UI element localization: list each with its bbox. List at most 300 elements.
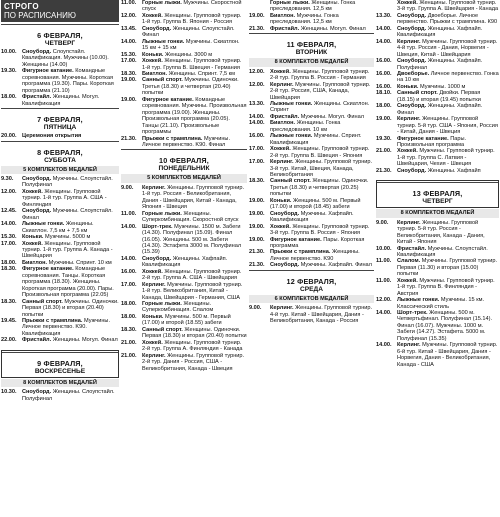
schedule-event (121, 185, 247, 211)
schedule-event (249, 305, 374, 324)
event-text: Женщины. Групповой турнир. 1-й тур. Россия - Великобритания, Дания - Швейцария, Китай - Канада, Япония - Швеция (142, 184, 245, 211)
divider (2, 352, 118, 353)
divider (249, 33, 374, 34)
event-sport: Фигурное катание. (142, 96, 194, 103)
schedule-event (376, 342, 499, 368)
event-sport: Фигурное катание. (22, 266, 74, 273)
event-details (270, 224, 374, 237)
column-3 (249, 0, 374, 517)
event-details (142, 282, 247, 301)
event-text: Женщины. Групповой турнир. 3-й тур. Группа А. Швейцария - Канада (397, 0, 499, 13)
event-details (22, 221, 119, 234)
event-sport: Керлинг. (270, 159, 294, 166)
event-sport: Коньки. (142, 313, 164, 320)
schedule-event (1, 299, 119, 318)
event-text: Мужчины. Слоупстайл. Полуфинал (22, 175, 113, 189)
event-text: Мужчины. Групповой турнир. 1-й тур. Группа С. Латвия - Швейцария, Чехия - Швеция (397, 148, 495, 168)
schedule-event (249, 26, 374, 32)
medal-count: 5 КОМПЛЕКТОВ МЕДАЛЕЙ (121, 174, 247, 182)
event-details (142, 256, 247, 269)
event-time: 18.30. (1, 266, 17, 273)
event-text: Женщины. Хафпайп. Квалификация (397, 25, 483, 39)
event-sport: Двоеборье. (397, 70, 430, 77)
event-text: Двоеборье. Личное первенство. Прыжки с трамплина. К90 (397, 12, 498, 26)
event-text: Мужчины. Гонка преследования. 12,5 км (270, 12, 339, 26)
event-sport: Фристайл. (22, 337, 52, 344)
event-sport: Лыжные гонки. (142, 38, 185, 45)
event-text: Женщины. Групповой турнир. 2-й тур. Группа А. США - Швейцария (142, 268, 242, 282)
event-sport: Хоккей. (270, 68, 291, 75)
event-details (397, 71, 499, 84)
event-text: Мужчины. Хафпайп. Квалификация (270, 210, 354, 224)
event-details (142, 301, 247, 314)
schedule-event (376, 278, 499, 297)
event-text: Мужчины. Скоростной спуск (142, 0, 242, 13)
event-text: Женщины. Групповой турнир. 2-й тур. Дания - Россия, США - Великобритания, Канада - Швеция (142, 352, 245, 372)
event-sport: Сноуборд. (22, 208, 52, 215)
event-time: 13.30. (376, 12, 392, 19)
event-time: 19.00. (249, 223, 265, 230)
event-text: Мужчины. 1000 м (420, 83, 466, 90)
schedule-event (376, 103, 499, 116)
schedule-event (1, 49, 119, 68)
event-sport: Биатлон. (270, 120, 296, 127)
event-sport: Санный спорт. (22, 298, 63, 305)
schedule-event (376, 168, 499, 174)
event-text: Женщины. Групповой турнир. 1-й тур. Группа В. Япония - Россия (142, 12, 242, 26)
event-time: 18.00. (121, 301, 137, 308)
schedule-event (249, 224, 374, 237)
divider (377, 182, 498, 183)
event-time: 21.00. (121, 339, 137, 346)
event-text: Мужчины. Спринт. 10 км (48, 259, 112, 266)
event-sport: Керлинг. (397, 116, 421, 123)
column-1 (1, 0, 119, 517)
event-text: Мужчины. 1500 м. Забеги (14.30). Полуфинал (15.09). Финал (16.05). Женщины. 500 м. Забеги (14.30). Эстафета 3000 м. Полуфинал (15.39) (142, 223, 242, 256)
event-sport: Прыжки с трамплина. (142, 135, 203, 142)
event-text: Женщины. Хафпайп. Полуфинал (397, 58, 483, 71)
schedule-event (376, 0, 499, 13)
event-time: 14.00. (121, 255, 137, 262)
event-time: 18.30. (121, 326, 137, 333)
divider (1, 141, 119, 142)
schedule-event (121, 353, 247, 372)
event-text: Женщины. Групповой турнир. 3-й тур. Группа В. Россия - Япония (270, 223, 370, 237)
schedule-event (121, 256, 247, 269)
event-details (270, 262, 374, 268)
event-details (270, 249, 374, 262)
schedule-event (376, 246, 499, 259)
divider (121, 149, 247, 150)
event-time: 14.00. (249, 120, 265, 127)
event-sport: Сноуборд. (142, 25, 172, 32)
event-details (270, 305, 374, 324)
schedule-event (376, 13, 499, 26)
event-time: 17.00. (121, 58, 137, 65)
event-time: 12.00. (249, 81, 265, 88)
event-sport: Санный спорт. (142, 77, 183, 84)
schedule-event (376, 71, 499, 84)
event-text: Личное первенство. Гонка на 10 км (397, 70, 499, 84)
event-sport: Керлинг. (142, 281, 166, 288)
event-details (270, 159, 374, 178)
event-text: Женщины. Могул. Финал (52, 337, 118, 344)
event-sport: Лыжные гонки. (397, 297, 440, 304)
event-text: Женщины. Хафпайп. Квалификация (142, 255, 228, 269)
schedule-event (121, 39, 247, 52)
event-time: 21.30. (249, 25, 265, 32)
event-sport: Горные лыжи. (142, 301, 182, 308)
event-sport: Сноуборд. (397, 167, 427, 174)
event-sport: Сноуборд. (22, 389, 52, 396)
event-text: Женщины. 500 м. Четвертьфинал. Полуфинал (15.14). Финал (16.07). Мужчины. 1000 м. Забеги (14.27). Эстафета. 5000 м. Полуфинал (15.35) (397, 310, 493, 342)
schedule-event (1, 189, 119, 208)
schedule-event (121, 340, 247, 353)
schedule-event (121, 314, 247, 327)
event-text: Женщины. Слоупстайл. Финал (142, 25, 235, 39)
event-details (142, 77, 247, 96)
schedule-event (1, 389, 119, 402)
event-details (22, 133, 119, 139)
event-time: 17.00. (1, 240, 17, 247)
event-details (270, 133, 374, 146)
event-time: 18.00. (121, 313, 137, 320)
event-time: 19.00. (249, 12, 265, 19)
event-sport: Хоккей. (142, 12, 163, 19)
event-sport: Коньки. (22, 234, 44, 241)
event-text: Мужчины. Слоупстайл. Финал (22, 208, 113, 221)
schedule-event (1, 208, 119, 221)
event-time: 13.30. (249, 100, 265, 107)
event-sport: Санный спорт. (142, 326, 183, 333)
event-text: Слоупстайл. Квалификация. Мужчины (10.00). Женщины (14.00) (22, 49, 109, 68)
day-block (1, 24, 119, 47)
event-text: Мужчины. Слоупстайл. Квалификация (397, 245, 488, 258)
event-time: 16.00. (121, 268, 137, 275)
event-text: Мужчины. Личное первенство. K90. Квалификация (22, 317, 110, 337)
event-details (397, 168, 499, 174)
event-text: Женщины. Скиатлон. Спринт (270, 100, 370, 114)
schedule-event (121, 13, 247, 26)
event-time: 19.00. (121, 96, 137, 103)
schedule-event (249, 101, 374, 114)
event-text: Мужчины. 500 м. Первый (17.00) и второй (18.55) забеги (142, 313, 231, 327)
event-text: Мужчины. Одиночки. Третья (18.30) и четвертая (20.40) попытки (142, 77, 239, 97)
day-heading (2, 360, 118, 375)
event-sport: Хоккей. (270, 146, 291, 153)
event-sport: Биатлон. (270, 12, 296, 19)
schedule-event (121, 97, 247, 136)
event-sport: Керлинг. (270, 81, 294, 88)
event-time: 19.30. (376, 135, 392, 142)
event-details (397, 148, 499, 167)
event-sport: Хоккей. (22, 240, 43, 247)
event-text: Двойки. Первая (18.15) и вторая (19.45) попытки (397, 90, 481, 103)
event-sport: Коньки. (142, 51, 164, 58)
event-time: 18.30. (1, 298, 17, 305)
event-sport: Коньки. (397, 83, 419, 90)
day-block (376, 180, 499, 208)
event-sport: Керлинг. (142, 352, 166, 359)
event-details (22, 68, 119, 94)
schedule-event (249, 13, 374, 26)
event-time: 14.00. (376, 310, 392, 317)
event-sport: Санный спорт. (270, 178, 311, 185)
event-sport: Сноуборд. (270, 210, 300, 217)
event-details (397, 116, 499, 135)
event-sport: Шорт-трек. (142, 223, 173, 230)
event-text: Женщины. Гонка преследования. 10 км (270, 120, 341, 133)
event-details (22, 189, 119, 208)
event-time: 9.00. (249, 305, 262, 312)
schedule-event (1, 94, 119, 107)
event-time: 12.00. (376, 297, 392, 304)
event-text: Мужчины. Могул. Финал (300, 113, 364, 120)
event-time: 13.45. (121, 25, 137, 32)
event-sport: Прыжки с трамплина. (22, 317, 83, 324)
event-sport: Хоккей. (142, 268, 163, 275)
event-time: 11.00. (121, 0, 137, 6)
divider (249, 270, 374, 271)
column-2 (121, 0, 247, 517)
schedule-event (249, 146, 374, 159)
event-text: Женщины. Могул. Квалификация (22, 94, 100, 107)
day-weekday: ПЯТНИЦА (43, 124, 77, 132)
event-text: Женщины. Суперкомбинация. Скоростной спуск (142, 210, 239, 224)
day-date: 10 ФЕВРАЛЯ, (159, 156, 209, 166)
event-sport: Санный спорт. (397, 90, 438, 97)
medal-count: 5 КОМПЛЕКТОВ МЕДАЛЕЙ (1, 166, 119, 174)
event-text: Женщины. Суперкомбинация. Слалом (142, 301, 214, 314)
day-date: 13 ФЕВРАЛЯ, (412, 189, 463, 199)
event-time: 18.00. (376, 103, 392, 110)
event-sport: Сноуборд. (270, 262, 300, 269)
event-text: Женщины. Слоупстайл. Полуфинал (22, 389, 115, 402)
event-text: Женщины. Групповой турнир. 1-й тур. Группа В. Швеция - Германия (142, 58, 242, 71)
event-time: 19.00. (121, 77, 137, 84)
schedule-event (1, 337, 119, 343)
event-time: 17.00. (249, 159, 265, 166)
day-heading (249, 41, 374, 56)
event-details (270, 237, 374, 250)
event-details (142, 136, 247, 149)
event-details (22, 389, 119, 402)
event-text: Мужчины. Групповой турнир. 2-й тур. Россия, США, Канада, Швейцария (270, 81, 371, 101)
event-time: 14.00. (376, 342, 392, 349)
event-time: 21.30. (376, 167, 392, 174)
event-details (397, 26, 499, 39)
event-details (397, 297, 499, 310)
schedule-event (121, 282, 247, 301)
day-date: 12 ФЕВРАЛЯ, (286, 276, 337, 286)
day-weekday: ВОСКРЕСЕНЬЕ (34, 367, 86, 375)
event-sport: Церемония открытия (22, 133, 82, 140)
event-time: 17.00. (121, 281, 137, 288)
event-details (397, 136, 499, 149)
event-time: 11.00. (376, 277, 392, 284)
column-blocks (376, 0, 499, 368)
schedule-event (376, 136, 499, 149)
event-time: 12.00. (249, 68, 265, 75)
schedule-event (1, 176, 119, 189)
event-text: Мужчины. Личное первенство. K90. Финал (142, 135, 230, 148)
schedule-event (1, 221, 119, 234)
day-weekday: ЧЕТВЕРГ (422, 198, 453, 206)
event-sport: Слалом. (397, 258, 421, 265)
medal-count: 6 КОМПЛЕКТОВ МЕДАЛЕЙ (249, 295, 374, 303)
schedule-event (1, 318, 119, 337)
event-sport: Фристайл. (270, 25, 300, 32)
schedule-event (376, 116, 499, 135)
event-time (376, 0, 397, 13)
event-time: 21.30. (121, 135, 137, 142)
event-time: 11.00. (121, 210, 137, 217)
event-sport: Лыжные гонки. (22, 221, 65, 228)
event-sport: Биатлон. (142, 70, 168, 77)
event-sport: Сноуборд. (22, 49, 52, 55)
event-sport: Сноуборд. (142, 255, 172, 262)
medal-count: 8 КОМПЛЕКТОВ МЕДАЛЕЙ (376, 209, 499, 217)
event-details (397, 0, 499, 13)
event-sport: Керлинг. (270, 305, 294, 312)
event-sport: Керлинг. (397, 219, 421, 226)
event-details (397, 90, 499, 103)
event-sport: Фигурное катание. (22, 68, 74, 75)
day-weekday: СРЕДА (299, 285, 324, 293)
event-text: Женщины. Групповой турнир. 1-й тур. Группа А. Канада - Швейцария (22, 240, 113, 260)
schedule-event (121, 224, 247, 256)
day-date: 9 ФЕВРАЛЯ, (37, 358, 83, 368)
schedule-event (1, 266, 119, 298)
event-text: Женщины. Групповой турнир. 2-й тур. Группа В. Россия - Германия (270, 68, 370, 82)
event-details (22, 208, 119, 221)
event-time: 14.00. (249, 113, 265, 120)
day-date: 11 ФЕВРАЛЯ, (286, 40, 337, 50)
schedule-event (121, 136, 247, 149)
event-text: Женщины. Хафпайп. Финал (397, 103, 483, 116)
event-details (270, 211, 374, 224)
day-heading (1, 149, 119, 164)
schedule-event (376, 26, 499, 39)
event-time: 19.45. (1, 317, 17, 324)
event-details (270, 178, 374, 197)
event-details (142, 0, 247, 13)
schedule-event (376, 90, 499, 103)
day-heading (377, 190, 498, 205)
day-block (249, 270, 374, 293)
event-text: Женщины. Групповой турнир. 3-й тур. Китай, Швеция, Канада, Великобритания (270, 159, 373, 178)
schedule-event (121, 26, 247, 39)
event-time: 12.45. (1, 208, 17, 215)
event-time: 16.00. (376, 58, 392, 65)
event-details (142, 185, 247, 211)
event-sport: Горные лыжи. (142, 0, 182, 6)
event-text: Женщины. Групповой турнир. 2-й тур. Группа А. Финляндия - Канада (142, 339, 243, 353)
event-text: Женщины. Личное первенство. K90 (270, 249, 360, 262)
event-details (397, 310, 499, 342)
event-sport: Сноуборд. (397, 12, 427, 19)
event-details (397, 13, 499, 26)
event-details (142, 26, 247, 39)
event-sport: Керлинг. (142, 184, 166, 191)
day-block (121, 149, 247, 172)
header-subtitle: ПО РАСПИСАНИЮ (4, 11, 76, 20)
event-text: Женщины. Гонка преследования. 12,5 км (270, 0, 356, 13)
schedule-event (249, 82, 374, 101)
event-time: 12.00. (1, 188, 17, 195)
event-details (397, 258, 499, 277)
event-time: 21.00. (121, 352, 137, 359)
event-time: 21.00. (376, 148, 392, 155)
schedule-event (249, 237, 374, 250)
day-weekday: ВТОРНИК (295, 49, 328, 57)
event-text: Женщины. 500 м. Первый (17.00) и второй (18.45) забеги (270, 197, 361, 211)
event-sport: Фигурное катание. (397, 135, 449, 142)
event-time: 14.00. (121, 223, 137, 230)
event-time: 17.00. (249, 146, 265, 153)
event-time (249, 0, 270, 13)
event-time: 18.10. (376, 90, 392, 97)
event-text: Мужчины. Групповой турнир. 1-й тур. Группа В. Финляндия - Австрия (397, 277, 495, 297)
schedule-event (249, 120, 374, 133)
day-block (1, 350, 119, 378)
event-time: 18.30. (121, 70, 137, 77)
day-heading (1, 116, 119, 131)
event-text: Мужчины. Одиночки. Первая (18.30) и вторая (20.40) попытки (22, 298, 119, 318)
schedule-event (249, 178, 374, 197)
event-details (397, 103, 499, 116)
section-header (1, 0, 119, 22)
event-text: Женщины. Хафпайп (427, 167, 481, 174)
event-time: 9.00. (376, 219, 389, 226)
event-text: Женщины. 3000 м (165, 51, 213, 58)
event-time: 14.00. (121, 38, 137, 45)
event-time: 19.30. (1, 68, 17, 75)
event-text: Пары. Произвольная программа (397, 135, 467, 148)
event-time: 21.30. (249, 249, 265, 256)
schedule-event (1, 133, 119, 139)
event-text: Женщины. Спринт. 7,5 км (168, 70, 235, 77)
event-details (142, 327, 247, 340)
medal-count: 8 КОМПЛЕКТОВ МЕДАЛЕЙ (1, 379, 119, 387)
event-sport: Горные лыжи. (270, 0, 310, 6)
schedule-event (121, 211, 247, 224)
event-time: 15.30. (1, 234, 17, 241)
schedule-event (1, 241, 119, 260)
event-sport: Горные лыжи. (142, 210, 182, 217)
schedule-event (376, 220, 499, 246)
event-details (270, 13, 374, 26)
event-time: 10.00. (1, 49, 17, 55)
event-text: Мужчины. Хафпайп. Финал (300, 262, 372, 269)
schedule-event (121, 327, 247, 340)
schedule-event (249, 262, 374, 268)
event-sport: Хоккей. (397, 277, 418, 284)
event-text: Командные соревнования. Мужчины. Произвольная программа (19.00). Женщины. Произвольная программа (20.05). Танцы (21.10). Произвольные программы (142, 96, 247, 136)
column-4 (376, 0, 499, 517)
event-details (397, 278, 499, 297)
day-weekday: ЧЕТВЕРГ (44, 40, 76, 47)
event-sport: Шорт-трек. (397, 310, 428, 317)
event-sport: Хоккей. (397, 0, 418, 6)
event-time: 19.00. (376, 116, 392, 123)
event-time: 18.30. (249, 178, 265, 185)
day-block (1, 141, 119, 164)
event-sport: Биатлон. (22, 259, 48, 266)
event-details (142, 353, 247, 372)
event-sport: Сноуборд. (397, 58, 427, 65)
medal-count: 8 КОМПЛЕКТОВ МЕДАЛЕЙ (249, 58, 374, 66)
